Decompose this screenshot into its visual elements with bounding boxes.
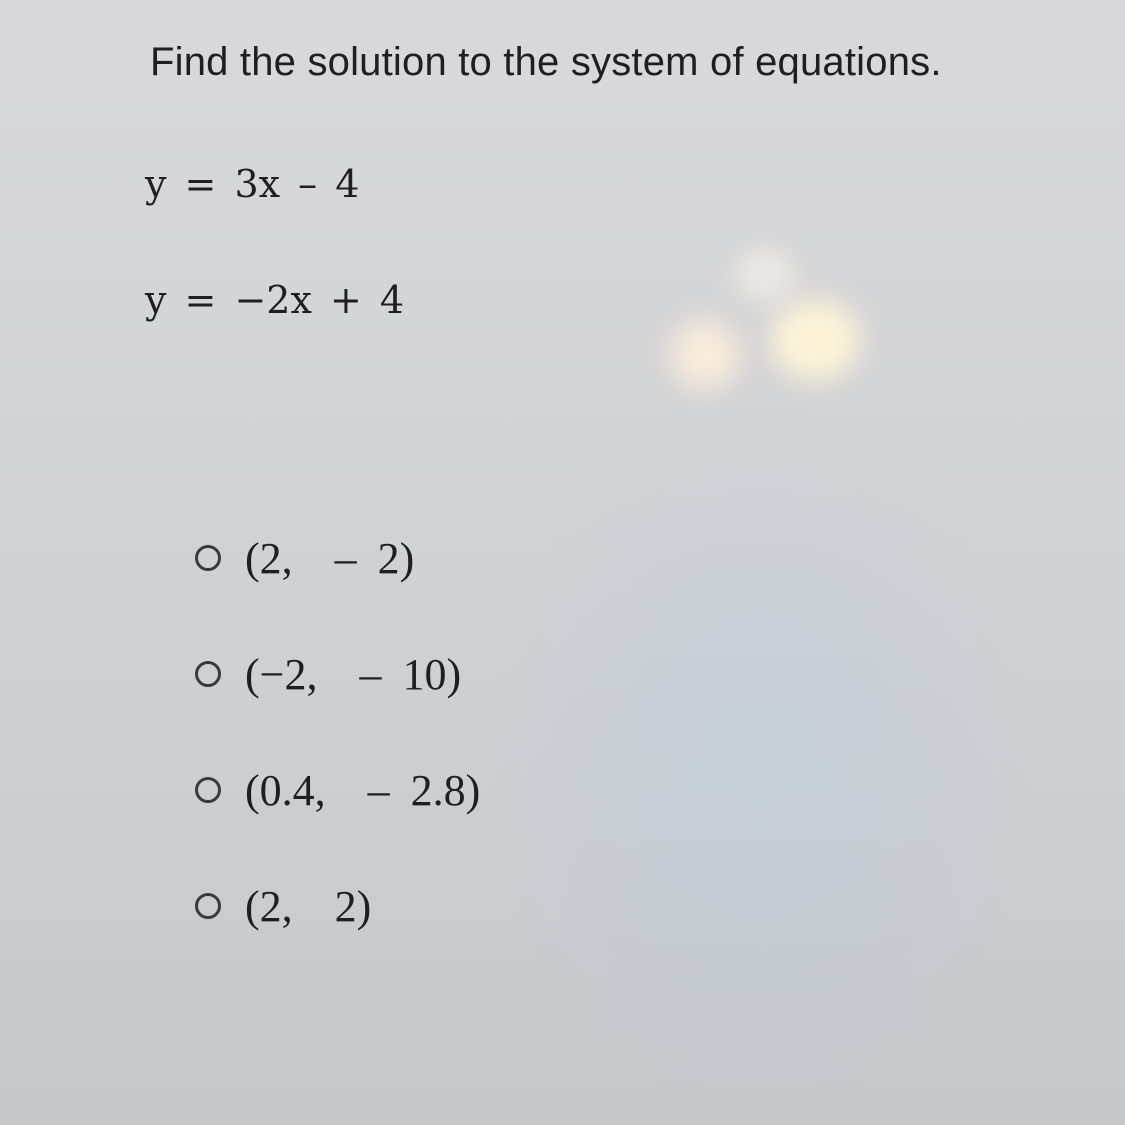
- screen-glare: [735, 250, 795, 300]
- answer-option-4[interactable]: [195, 848, 480, 964]
- radio-button-icon[interactable]: [195, 777, 221, 803]
- answer-option-2[interactable]: [195, 616, 480, 732]
- answer-option-label: (0.4, – 2.8): [245, 765, 481, 815]
- question-prompt: Find the solution to the system of equations.: [150, 40, 942, 84]
- equation-2: y = −2x + 4: [145, 278, 405, 322]
- screen-glare: [770, 300, 860, 380]
- screen-glare: [670, 320, 740, 390]
- answer-option-label: (−2, – 10): [245, 649, 462, 699]
- answer-option-label: (2, 2): [245, 881, 372, 931]
- radio-button-icon[interactable]: [195, 545, 221, 571]
- answer-options: [195, 500, 480, 964]
- answer-option-1[interactable]: [195, 500, 480, 616]
- radio-button-icon[interactable]: [195, 893, 221, 919]
- equation-1: y = 3x – 4: [145, 162, 360, 206]
- answer-option-label: (2, – 2): [245, 533, 415, 583]
- answer-option-3[interactable]: [195, 732, 480, 848]
- radio-button-icon[interactable]: [195, 661, 221, 687]
